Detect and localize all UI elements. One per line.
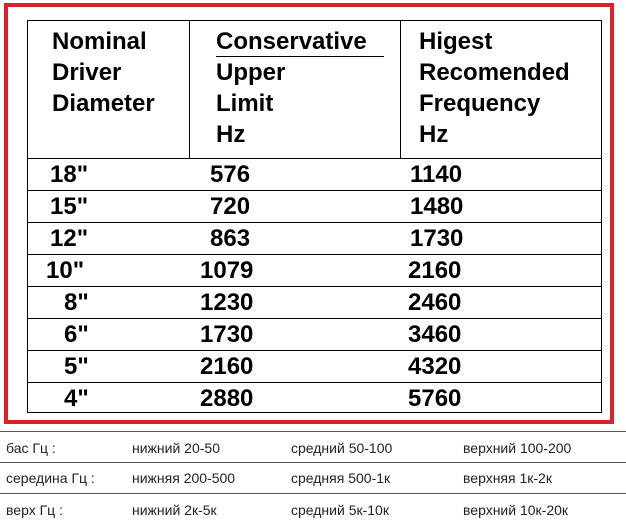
highest-cell: 2460 — [408, 289, 462, 316]
note-label: середина Гц : — [6, 470, 95, 486]
header-diameter: Nominal Driver Diameter — [52, 28, 155, 117]
highest-cell: 1140 — [410, 161, 463, 188]
note-mid: средняя 500-1к — [291, 470, 391, 486]
conservative-cell: 1230 — [200, 289, 254, 316]
note-low: нижняя 200-500 — [132, 470, 236, 486]
note-divider — [0, 462, 626, 463]
header-divider — [400, 21, 401, 158]
table-row — [28, 190, 601, 222]
note-high: верхний 10к-20к — [463, 502, 569, 518]
conservative-cell: 863 — [210, 225, 251, 252]
table-row — [28, 382, 601, 414]
note-label: верх Гц : — [6, 502, 63, 518]
note-mid: средний 50-100 — [291, 440, 393, 456]
conservative-cell: 2160 — [200, 353, 254, 380]
note-mid: средний 5к-10к — [291, 502, 389, 518]
table-row — [28, 350, 601, 382]
table-row — [28, 222, 601, 254]
note-divider — [0, 431, 626, 432]
table-row — [28, 158, 601, 190]
highest-cell: 4320 — [408, 353, 462, 380]
diameter-cell: 12" — [50, 225, 89, 252]
highest-cell: 3460 — [408, 321, 462, 348]
header-highest: Higest Recomended Frequency Hz — [419, 28, 570, 148]
conservative-cell: 576 — [210, 161, 251, 188]
conservative-cell: 720 — [210, 193, 251, 220]
conservative-cell: 1730 — [200, 321, 254, 348]
diameter-cell: 4" — [64, 385, 89, 412]
diameter-cell: 18" — [50, 161, 89, 188]
highest-cell: 5760 — [408, 385, 462, 412]
diameter-cell: 8" — [64, 289, 89, 316]
table-row — [28, 286, 601, 318]
header-divider — [189, 21, 190, 158]
diameter-cell: 15" — [50, 193, 89, 220]
conservative-cell: 2880 — [200, 385, 254, 412]
frequency-table — [27, 20, 602, 413]
conservative-cell: 1079 — [200, 257, 254, 284]
header-underline — [216, 56, 384, 57]
note-high: верхняя 1к-2к — [463, 470, 552, 486]
note-divider — [0, 493, 626, 494]
diameter-cell: 6" — [64, 321, 89, 348]
highest-cell: 2160 — [408, 257, 462, 284]
note-label: бас Гц : — [6, 440, 56, 456]
header-conservative: Conservative Upper Limit Hz — [216, 28, 367, 148]
highest-cell: 1730 — [410, 225, 464, 252]
diameter-cell: 10" — [46, 257, 85, 284]
highest-cell: 1480 — [410, 193, 464, 220]
note-low: нижний 2к-5к — [132, 502, 217, 518]
note-high: верхний 100-200 — [463, 440, 572, 456]
table-row — [28, 318, 601, 350]
table-row — [28, 254, 601, 286]
note-low: нижний 20-50 — [132, 440, 220, 456]
diameter-cell: 5" — [64, 353, 89, 380]
